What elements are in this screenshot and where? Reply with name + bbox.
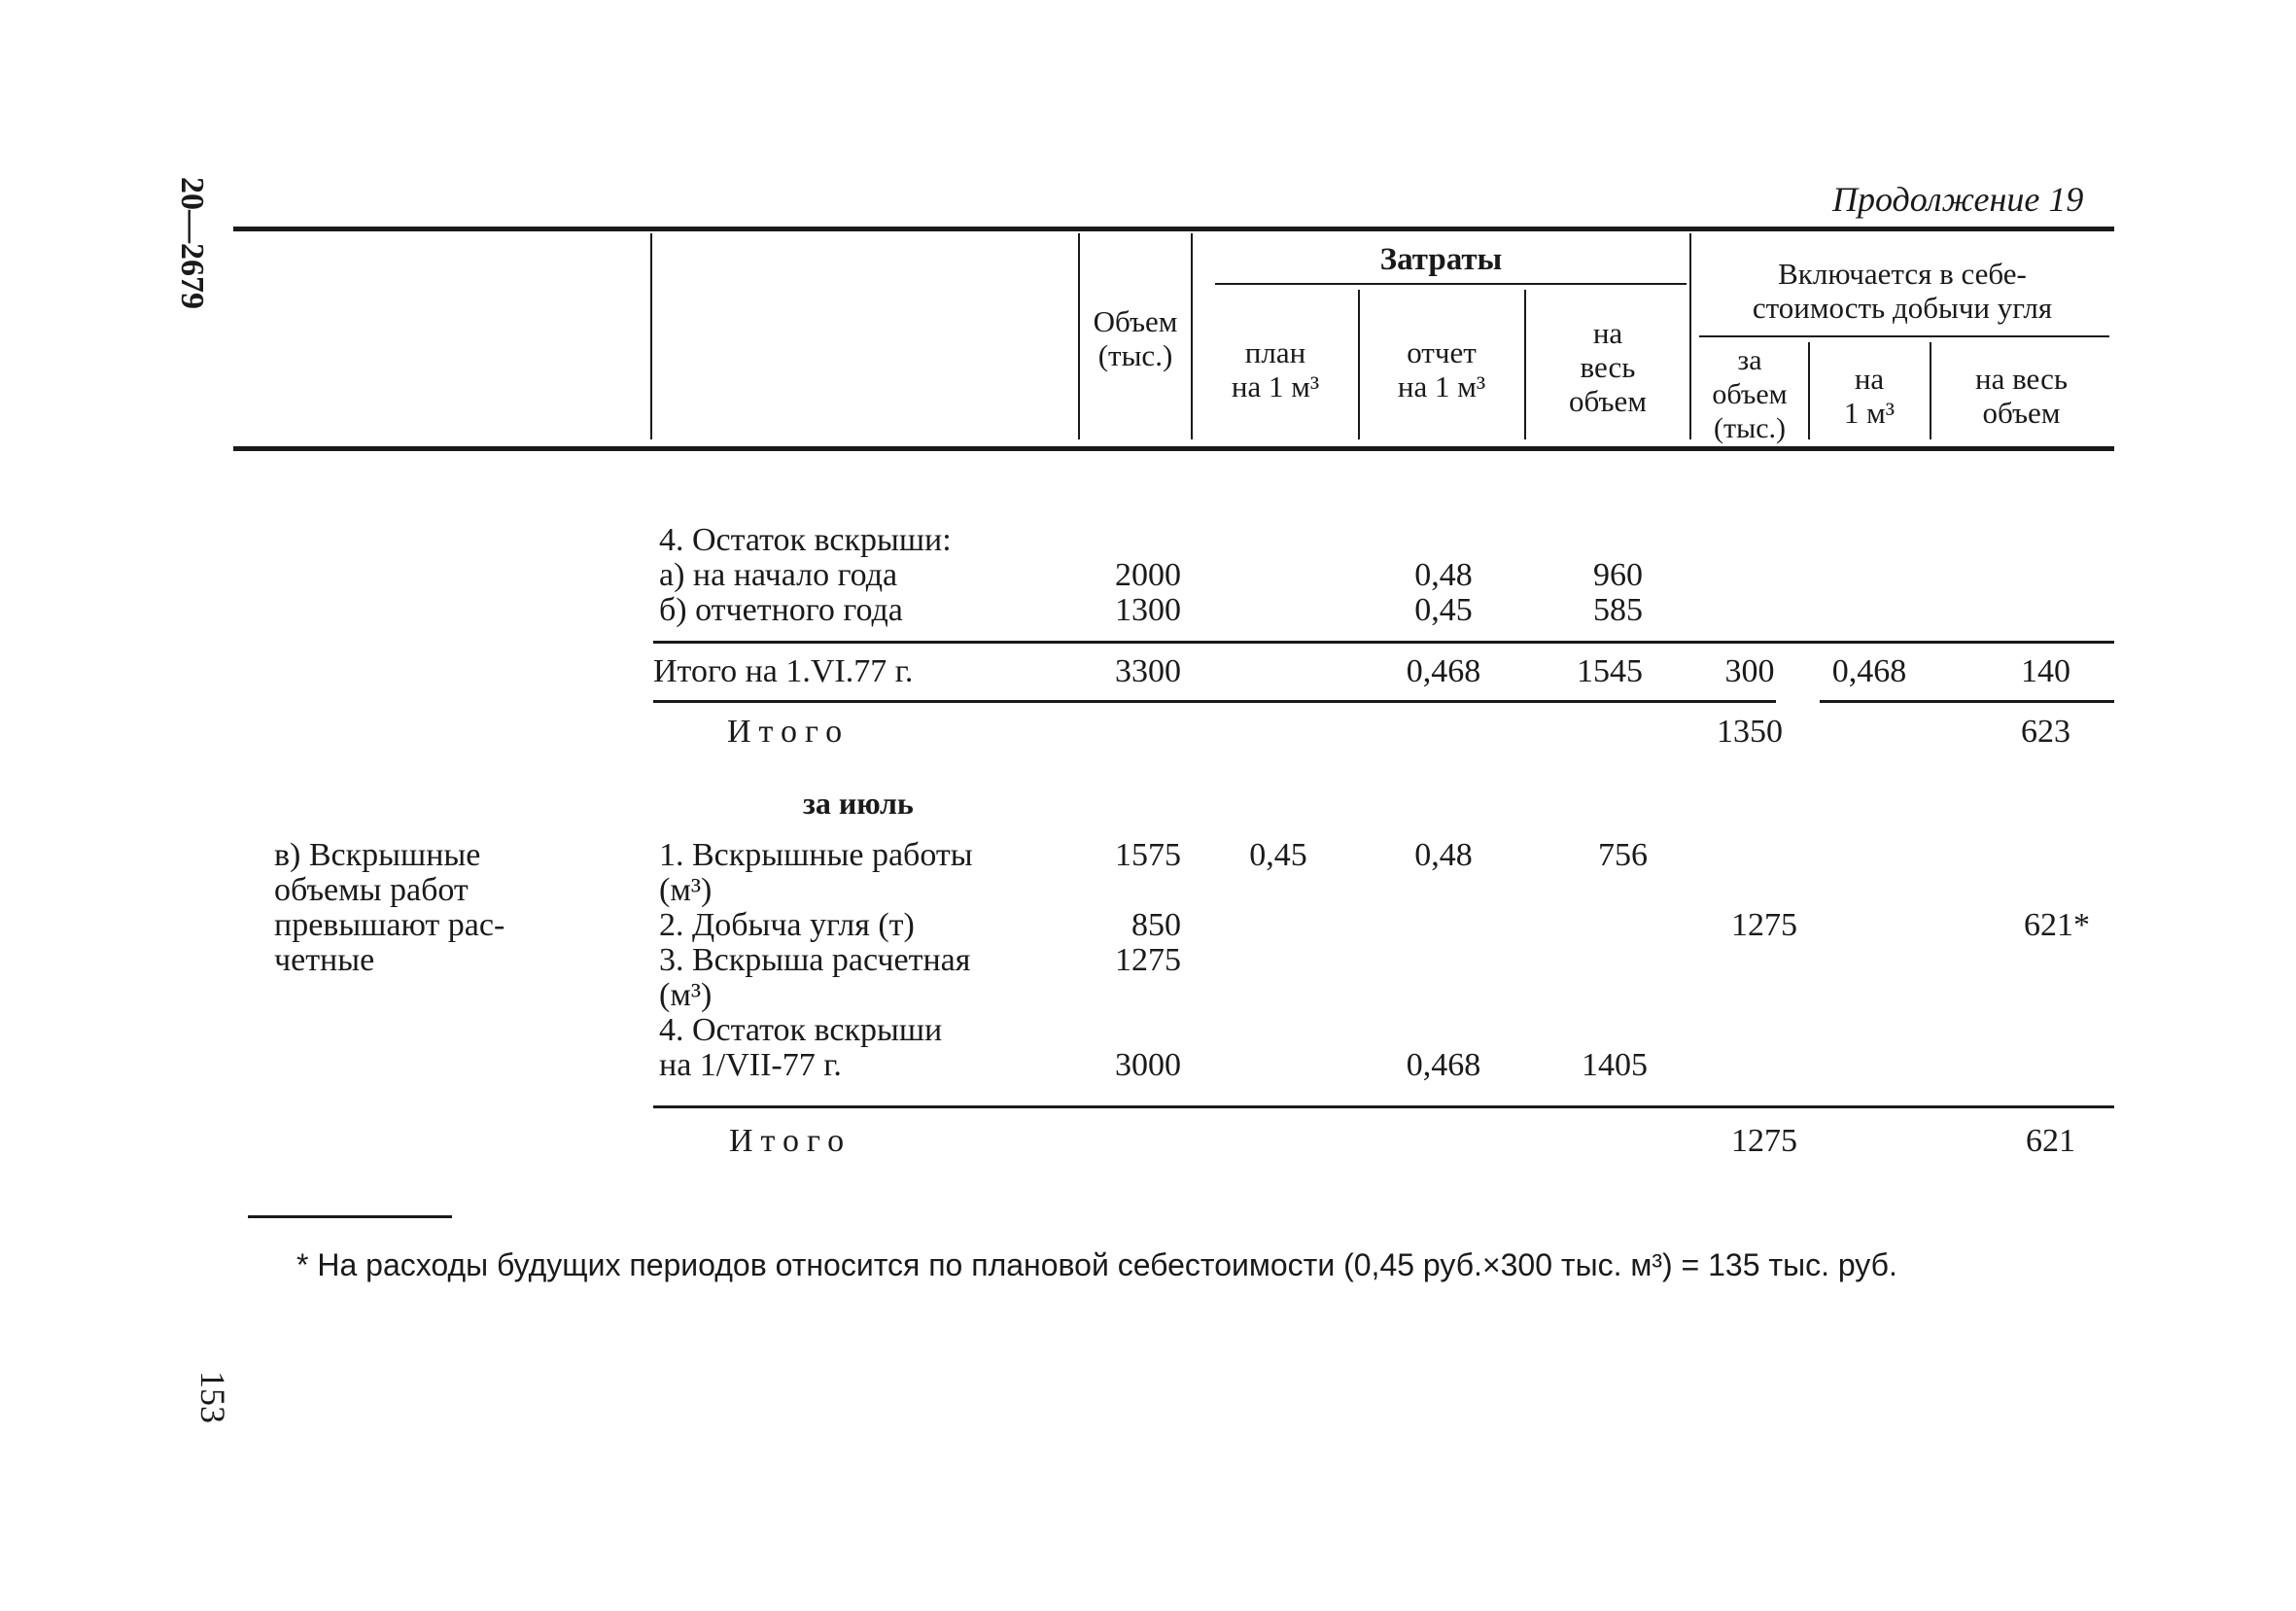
header-incl-per-m3: на 1 м³ <box>1843 362 1896 430</box>
row-label: 1. Вскрышные работы (м³) <box>659 837 973 908</box>
row-incl-total: 621* <box>2024 907 2090 943</box>
total-incl-volume: 1350 <box>1717 714 1783 750</box>
subtotal-volume: 3300 <box>1115 653 1181 689</box>
row-plan: 0,45 <box>1249 837 1307 873</box>
row-label: 2. Добыча угля (т) <box>659 907 915 943</box>
row-volume: 2000 <box>1115 557 1181 593</box>
header-divider <box>650 233 652 439</box>
header-report-per-m3: отчет на 1 м³ <box>1397 335 1486 403</box>
included-underline <box>1699 335 2109 337</box>
row-report: 0,468 <box>1406 1047 1481 1083</box>
row-report: 0,48 <box>1414 557 1473 593</box>
period-label: за июль <box>803 786 914 821</box>
row-label: 4. Остаток вскрыши на 1/VII-77 г. <box>659 1012 943 1083</box>
subtotal-incl-volume: 300 <box>1724 653 1775 689</box>
total-incl-volume: 1275 <box>1731 1123 1797 1159</box>
item4-title: 4. Остаток вскрыши: <box>659 522 952 558</box>
header-bottom-rule <box>233 446 2114 451</box>
footnote-rule <box>248 1215 452 1218</box>
subtotal-incl-per-m3: 0,468 <box>1831 653 1907 689</box>
subtotal-rule <box>653 641 2114 644</box>
row-total: 585 <box>1593 592 1643 628</box>
subtotal-total: 1545 <box>1577 653 1643 689</box>
total-rule <box>1820 700 2114 703</box>
header-plan-per-m3: план на 1 м³ <box>1231 335 1320 403</box>
row-volume: 1575 <box>1115 837 1181 873</box>
row-volume: 850 <box>1131 907 1181 943</box>
row-total: 756 <box>1598 837 1648 873</box>
total-label: Итого <box>727 714 851 750</box>
row-volume: 1275 <box>1115 942 1181 978</box>
header-incl-total: на весь объем <box>1975 362 2068 430</box>
continuation-label: Продолжение 19 <box>1832 180 2084 219</box>
header-costs: Затраты <box>1379 242 1503 277</box>
total-incl-total: 621 <box>2026 1123 2075 1159</box>
row-label: 3. Вскрыша расчетная (м³) <box>659 942 971 1013</box>
total-label: Итого <box>729 1123 852 1159</box>
total-incl-total: 623 <box>2021 714 2070 750</box>
row-label: б) отчетного года <box>659 592 903 628</box>
row-volume: 3000 <box>1115 1047 1181 1083</box>
row-label: а) на начало года <box>659 557 898 593</box>
row-total: 1405 <box>1582 1047 1648 1083</box>
subtotal-incl-total: 140 <box>2021 653 2070 689</box>
subtotal-label: Итого на 1.VI.77 г. <box>653 653 914 689</box>
category-label: в) Вскрышные объемы работ превышают рас- четные <box>274 837 505 978</box>
subtotal-report: 0,468 <box>1406 653 1481 689</box>
page-number: 153 <box>193 1371 232 1423</box>
row-report: 0,45 <box>1414 592 1473 628</box>
header-total-volume: на весь объем <box>1569 316 1647 418</box>
row-report: 0,48 <box>1414 837 1473 873</box>
total-rule <box>653 700 1776 703</box>
footnote: * На расходы будущих периодов относится по плановой себестоимости (0,45 руб.×300 тыс. м³) = 135 тыс. руб. <box>296 1247 1897 1282</box>
row-total: 960 <box>1593 557 1643 593</box>
row-incl-volume: 1275 <box>1731 907 1797 943</box>
costs-underline <box>1215 283 1687 285</box>
row-volume: 1300 <box>1115 592 1181 628</box>
header-volume: Объем (тыс.) <box>1093 304 1178 372</box>
header-incl-volume: за объем (тыс.) <box>1712 344 1788 444</box>
document-code: 20—2679 <box>174 177 210 309</box>
total-rule <box>653 1105 2114 1108</box>
header-divider <box>1689 233 1691 439</box>
header-included: Включается в себе- стоимость добычи угля <box>1752 257 2053 325</box>
header-top-rule <box>233 227 2114 231</box>
